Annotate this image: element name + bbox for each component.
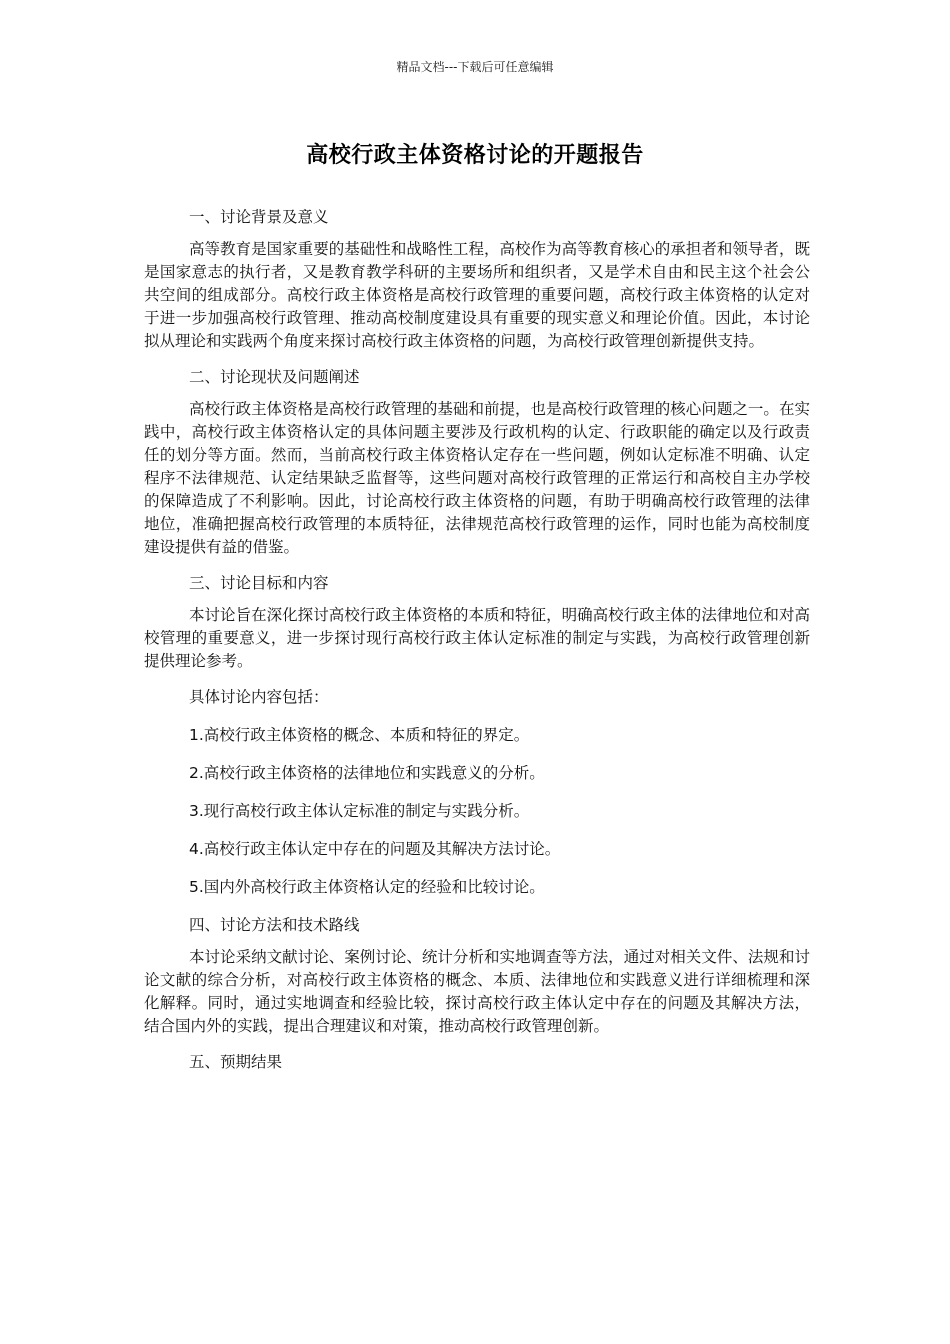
section-heading-methods: 四、讨论方法和技术路线 (189, 916, 360, 934)
section-heading-results: 五、预期结果 (189, 1053, 283, 1071)
section-heading-background: 一、讨论背景及意义 (189, 208, 329, 226)
list-item: 5.国内外高校行政主体资格认定的经验和比较讨论。 (189, 878, 545, 896)
paragraph-background: 高等教育是国家重要的基础性和战略性工程，高校作为高等教育核心的承担者和领导者，既是国家意志的执行者，又是教育教学科研的主要场所和组织者，又是学术自由和民主这个社会公共空间的组成部分。高校行政主体资格是高校行政管理的重要问题，高校行政主体资格的认定对于进一步加强高校行政管理、推动高校制度建设具有重要的现实意义和理论价值。因此，本讨论拟从理论和实践两个角度来探讨高校行政主体资格的问题，为高校行政管理创新提供支持。 (144, 240, 810, 350)
section-heading-status: 二、讨论现状及问题阐述 (189, 368, 360, 386)
list-item: 2.高校行政主体资格的法律地位和实践意义的分析。 (189, 764, 545, 782)
paragraph-goals: 本讨论旨在深化探讨高校行政主体资格的本质和特征，明确高校行政主体的法律地位和对高校管理的重要意义，进一步探讨现行高校行政主体认定标准的制定与实践，为高校行政管理创新提供理论参考。 (144, 606, 810, 670)
list-item: 4.高校行政主体认定中存在的问题及其解决方法讨论。 (189, 840, 561, 858)
paragraph-methods: 本讨论采纳文献讨论、案例讨论、统计分析和实地调查等方法，通过对相关文件、法规和讨论文献的综合分析，对高校行政主体资格的概念、本质、法律地位和实践意义进行详细梳理和深化解释。同时，通过实地调查和经验比较，探讨高校行政主体认定中存在的问题及其解决方法，结合国内外的实践，提出合理建议和对策，推动高校行政管理创新。 (144, 948, 810, 1035)
document-title: 高校行政主体资格讨论的开题报告 (306, 143, 644, 168)
section-heading-goals: 三、讨论目标和内容 (189, 574, 329, 592)
content-intro: 具体讨论内容包括： (189, 688, 329, 706)
header-note: 精品文档---下载后可任意编辑 (396, 60, 554, 74)
list-item: 3.现行高校行政主体认定标准的制定与实践分析。 (189, 802, 530, 820)
document-body (144, 206, 810, 1083)
paragraph-status: 高校行政主体资格是高校行政管理的基础和前提，也是高校行政管理的核心问题之一。在实践中，高校行政主体资格认定的具体问题主要涉及行政机构的认定、行政职能的确定以及行政责任的划分等方面。然而，当前高校行政主体资格认定存在一些问题，例如认定标准不明确、认定程序不法律规范、认定结果缺乏监督等，这些问题对高校行政管理的正常运行和高校自主办学校的保障造成了不利影响。因此，讨论高校行政主体资格的问题，有助于明确高校行政管理的法律地位，准确把握高校行政管理的本质特征，法律规范高校行政管理的运作，同时也能为高校制度建设提供有益的借鉴。 (144, 400, 810, 556)
list-item: 1.高校行政主体资格的概念、本质和特征的界定。 (189, 726, 530, 744)
